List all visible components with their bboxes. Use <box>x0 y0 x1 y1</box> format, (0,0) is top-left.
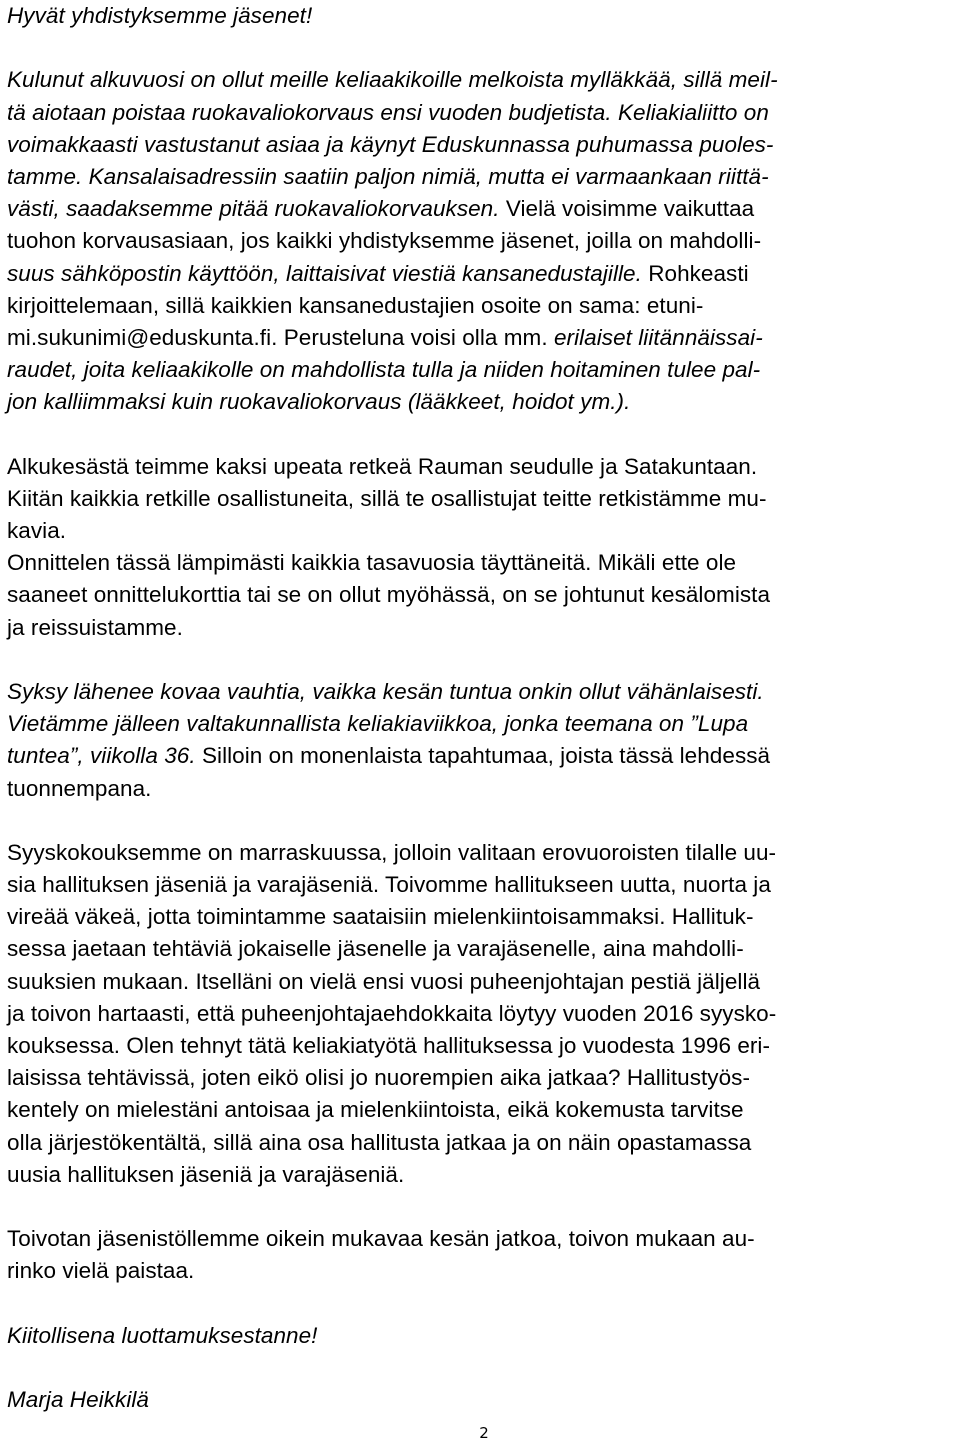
text-segment: suus sähköpostin käyttöön, laittaisivat viestiä kansanedustajille. <box>7 260 642 286</box>
text-line <box>7 740 957 772</box>
text-line: Onnittelen tässä lämpimästi kaikkia tasavuosia täyttäneitä. Mikäli ette ole <box>7 550 737 576</box>
paragraph-spacer <box>7 1288 957 1320</box>
paragraph-spacer <box>7 32 957 64</box>
text-segment: mi.sukunimi@eduskunta.fi. Perusteluna voisi olla mm. <box>7 324 548 350</box>
paragraph-spacer <box>7 1352 957 1384</box>
text-line: sessa jaetaan tehtäviä jokaiselle jäsenelle ja varajäsenelle, aina mahdolli- <box>7 936 744 962</box>
text-line: suuksien mukaan. Itselläni on vielä ensi vuosi puheenjohtajan pestiä jäljellä <box>7 968 761 994</box>
closing <box>7 1320 957 1352</box>
text-line: sia hallituksen jäseniä ja varajäseniä. Toivomme hallitukseen uutta, nuorta ja <box>7 872 771 898</box>
text-segment: Vielä voisimme vaikuttaa <box>499 196 755 222</box>
text-line: Syyskokouksemme on marraskuussa, jolloin valitaan erovuoroisten tilalle uu- <box>7 839 777 865</box>
text-segment: Silloin on monenlaista tapahtumaa, joista tässä lehdessä <box>195 743 771 769</box>
letter-body <box>7 0 957 1416</box>
paragraph-autumn <box>7 676 957 805</box>
paragraph-wishes <box>7 1223 957 1287</box>
text-line <box>7 322 957 354</box>
paragraph-spacer <box>7 418 957 450</box>
text-line: rinko vielä paistaa. <box>7 1258 195 1284</box>
text-line: Toivotan jäsenistöllemme oikein mukavaa kesän jatkoa, toivon mukaan au- <box>7 1226 755 1252</box>
text-line: tuonnempana. <box>7 775 152 801</box>
text-line: kentely on mielestäni antoisaa ja mielenkiintoista, eikä kokemusta tarvitse <box>7 1097 744 1123</box>
text-line <box>7 258 957 290</box>
closing-line: Kiitollisena luottamuksestanne! <box>7 1322 318 1348</box>
text-line: olla järjestökentältä, sillä aina osa hallitusta jatkaa ja on näin opastamassa <box>7 1129 752 1155</box>
text-line: kavia. <box>7 518 67 543</box>
paragraph-spacer <box>7 1191 957 1223</box>
text-line: uusia hallituksen jäseniä ja varajäseniä. <box>7 1161 405 1187</box>
text-line: Kulunut alkuvuosi on ollut meille keliaakikoille melkoista mylläkkää, sillä meil- <box>7 67 778 93</box>
text-line: jon kalliimmaksi kuin ruokavaliokorvaus (lääkkeet, hoidot ym.). <box>7 389 631 415</box>
text-line: Kiitän kaikkia retkille osallistuneita, sillä te osallistujat teitte retkistämme mu- <box>7 485 767 511</box>
signature <box>7 1384 957 1416</box>
paragraph-budget <box>7 64 957 418</box>
text-line: vireää väkeä, jotta toimintamme saataisiin mielenkiintoisammaksi. Hallituk- <box>7 904 754 930</box>
text-line: kirjoittelemaan, sillä kaikkien kansanedustajien osoite on sama: etuni- <box>7 292 704 318</box>
text-segment: Rohkeasti <box>641 260 749 286</box>
text-line: laisissa tehtävissä, joten eikö olisi jo nuorempien aika jatkaa? Hallitustyös- <box>7 1065 751 1091</box>
text-line: tuohon korvausasiaan, jos kaikki yhdistyksemme jäsenet, joilla on mahdolli- <box>7 228 762 254</box>
text-line: ja reissuistamme. <box>7 614 183 640</box>
page-number: 2 <box>479 1424 489 1442</box>
text-segment: tuntea”, viikolla 36. <box>7 743 196 769</box>
paragraph-spacer <box>7 644 957 676</box>
greeting <box>7 0 957 32</box>
text-line: raudet, joita keliaakikolle on mahdollista tulla ja niiden hoitaminen tulee pal- <box>7 357 761 383</box>
text-segment: västi, saadaksemme pitää ruokavaliokorvauksen. <box>7 196 500 222</box>
text-line: Vietämme jälleen valtakunnallista keliakiaviikkoa, jonka teemana on ”Lupa <box>7 711 749 737</box>
text-line: tamme. Kansalaisadressiin saatiin paljon nimiä, mutta ei varmaankaan riittä- <box>7 163 769 189</box>
paragraph-spacer <box>7 805 957 837</box>
paragraph-meeting <box>7 837 957 1191</box>
text-line: Alkukesästä teimme kaksi upeata retkeä Rauman seudulle ja Satakuntaan. <box>7 453 758 479</box>
text-line: tä aiotaan poistaa ruokavaliokorvaus ensi vuoden budjetista. Keliakialiitto on <box>7 99 769 125</box>
text-line: voimakkaasti vastustanut asiaa ja käynyt Eduskunnassa puhumassa puoles- <box>7 131 774 157</box>
text-line: saaneet onnittelukorttia tai se on ollut myöhässä, on se johtunut kesälomista <box>7 582 771 608</box>
text-line: kouksessa. Olen tehnyt tätä keliakiatyötä hallituksessa jo vuodesta 1996 eri- <box>7 1033 771 1058</box>
signature-name: Marja Heikkilä <box>7 1387 149 1413</box>
paragraph-trips <box>7 451 957 644</box>
text-line <box>7 193 957 225</box>
text-segment: erilaiset liitännäissai- <box>547 324 763 350</box>
text-line: Syksy lähenee kovaa vauhtia, vaikka kesän tuntua onkin ollut vähänlaisesti. <box>7 678 764 704</box>
text-line: ja toivon hartaasti, että puheenjohtajaehdokkaita löytyy vuoden 2016 syysko- <box>7 1000 777 1026</box>
greeting-line: Hyvät yhdistyksemme jäsenet! <box>7 3 313 28</box>
